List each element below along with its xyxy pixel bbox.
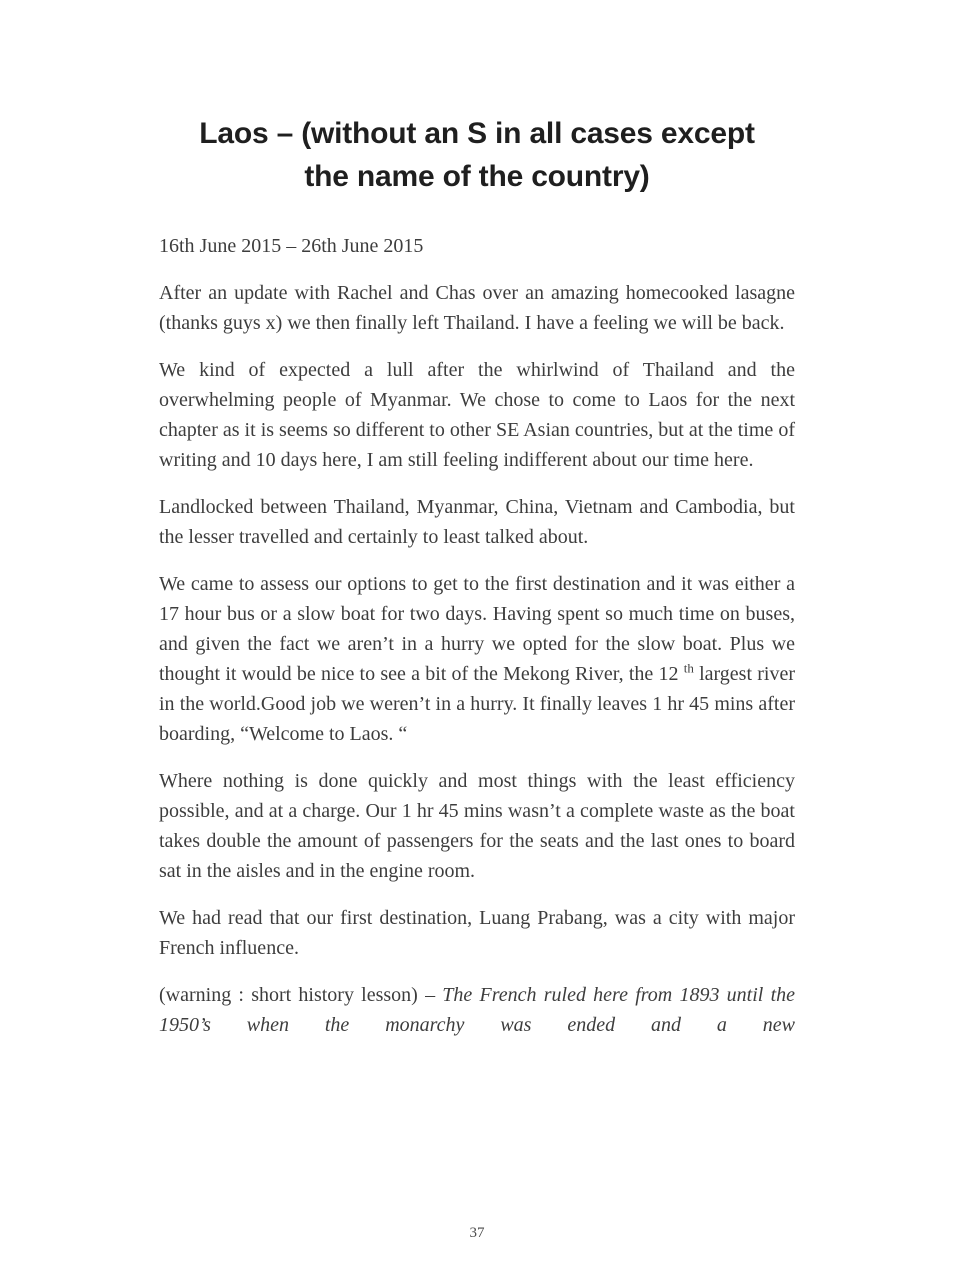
text-run: (warning : short history lesson) – xyxy=(159,984,443,1006)
text-run: We kind of expected a lull after the whirlwind of Thailand and the overwhelming people of Myanmar. We chose to come to Laos for the next chapter as it is seems so different to other SE Asian countries, but at the time of writing and 10 days here, I am still feeling indifferent about our time here. xyxy=(159,359,795,471)
text-run: Where nothing is done quickly and most things with the least efficiency possible, and at a charge. Our 1 hr 45 mins wasn’t a complete waste as the boat takes double the amount of passengers for the seats and the last ones to board sat in the aisles and in the engine room. xyxy=(159,770,795,882)
paragraph xyxy=(159,980,795,1040)
paragraph xyxy=(159,278,795,338)
page-number: 37 xyxy=(469,1225,485,1241)
text-run: We came to assess our options to get to the first destination and it was either a 17 hour bus or a slow boat for two days. Having spent so much time on buses, and given the fact we aren’t in a hurry we opted for the slow boat. Plus we thought it would be nice to see a bit of the Mekong River, the 12 xyxy=(159,573,795,685)
paragraph xyxy=(159,903,795,963)
page-title-line-1: Laos – (without an S in all cases except xyxy=(199,117,755,150)
paragraph xyxy=(159,766,795,886)
paragraph xyxy=(159,492,795,552)
text-column xyxy=(159,0,795,1040)
text-run: th xyxy=(683,660,694,676)
text-run: The French ruled here from 1893 until the 1950’s when the monarchy was ended and a new xyxy=(159,984,795,1036)
page-title-line-2: the name of the country) xyxy=(304,160,650,193)
text-run: After an update with Rachel and Chas over an amazing homecooked lasagne (thanks guys x) we then finally left Thailand. I have a feeling we will be back. xyxy=(159,282,795,334)
text-run: Landlocked between Thailand, Myanmar, China, Vietnam and Cambodia, but the lesser travelled and certainly to least talked about. xyxy=(159,496,795,548)
paragraph xyxy=(159,569,795,749)
date-range: 16th June 2015 – 26th June 2015 xyxy=(159,235,424,257)
paragraphs-container xyxy=(159,278,795,1040)
page-title xyxy=(159,112,795,198)
paragraph xyxy=(159,355,795,475)
text-run: largest river in the world.Good job we weren’t in a hurry. It finally leaves 1 hr 45 mins after boarding, “Welcome to Laos. “ xyxy=(159,663,795,745)
text-run: We had read that our first destination, Luang Prabang, was a city with major French influence. xyxy=(159,907,795,959)
